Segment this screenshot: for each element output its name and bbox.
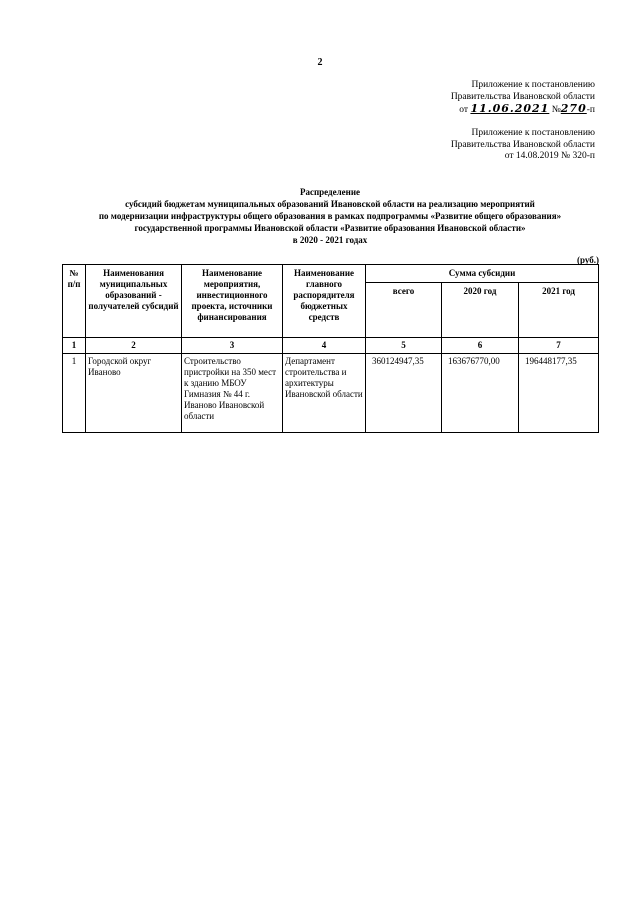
page-number: 2 bbox=[317, 57, 323, 68]
appendix-original bbox=[451, 128, 595, 163]
row-num: 1 bbox=[63, 354, 86, 433]
appendix-original-line2: Правительства Ивановской области bbox=[450, 139, 595, 150]
row-event: Строительство пристройки на 350 мест к зданию МБОУ Гимназия № 44 г. Иваново Ивановской области bbox=[182, 354, 283, 433]
header-sum-group: Сумма субсидии bbox=[366, 265, 599, 283]
title-line3: по модернизации инфраструктуры общего образования в рамках подпрограммы «Развитие общего образования» bbox=[98, 211, 562, 221]
column-number: 3 bbox=[182, 338, 283, 354]
column-number: 5 bbox=[366, 338, 442, 354]
header-2020: 2020 год bbox=[442, 283, 519, 338]
row-total: 360124947,35 bbox=[366, 354, 442, 433]
row-2021: 196448177,35 bbox=[519, 354, 599, 433]
header-2021: 2021 год bbox=[519, 283, 599, 338]
handwritten-date: 11.06.2021 bbox=[470, 102, 550, 115]
row-manager: Департамент строительства и архитектуры Ивановской области bbox=[283, 354, 366, 433]
appendix-current-line2: Правительства Ивановской области bbox=[450, 91, 595, 102]
column-number: 7 bbox=[519, 338, 599, 354]
subsidy-table bbox=[62, 264, 599, 433]
column-number: 4 bbox=[283, 338, 366, 354]
appendix-original-line3: от 14.08.2019 № 320-п bbox=[504, 151, 595, 161]
column-number: 1 bbox=[63, 338, 86, 354]
header-manager: Наименование главного распорядителя бюджетных средств bbox=[283, 265, 366, 338]
row-2020: 163676770,00 bbox=[442, 354, 519, 433]
number-suffix: -п bbox=[586, 105, 595, 115]
header-municipality: Наименования муниципальных образований - получателей субсидий bbox=[86, 265, 182, 338]
appendix-current-line3 bbox=[451, 103, 595, 117]
column-number: 6 bbox=[442, 338, 519, 354]
header-total: всего bbox=[366, 283, 442, 338]
header-num: № п/п bbox=[63, 265, 86, 338]
title-line4: государственной программы Ивановской области «Развитие образования Ивановской области» bbox=[134, 223, 526, 233]
row-municipality: Городской округ Иваново bbox=[86, 354, 182, 433]
appendix-current bbox=[451, 80, 595, 117]
column-number: 2 bbox=[86, 338, 182, 354]
table-row bbox=[63, 354, 599, 433]
from-prefix: от bbox=[459, 105, 469, 115]
appendix-original-line1: Приложение к постановлению bbox=[471, 128, 595, 138]
units-label: (руб.) bbox=[576, 255, 599, 265]
document-title bbox=[60, 186, 600, 246]
header-event: Наименование мероприятия, инвестиционного проекта, источники финансирования bbox=[182, 265, 283, 338]
appendix-current-line1: Приложение к постановлению bbox=[471, 80, 595, 90]
handwritten-number: 270 bbox=[560, 102, 587, 115]
column-number-row bbox=[63, 338, 599, 354]
header-row bbox=[63, 265, 599, 283]
number-prefix: № bbox=[551, 105, 561, 115]
title-line2: субсидий бюджетам муниципальных образований Ивановской области на реализацию мероприятий bbox=[125, 199, 535, 209]
title-line5: в 2020 - 2021 годах bbox=[292, 235, 368, 245]
title-line1: Распределение bbox=[299, 187, 361, 197]
